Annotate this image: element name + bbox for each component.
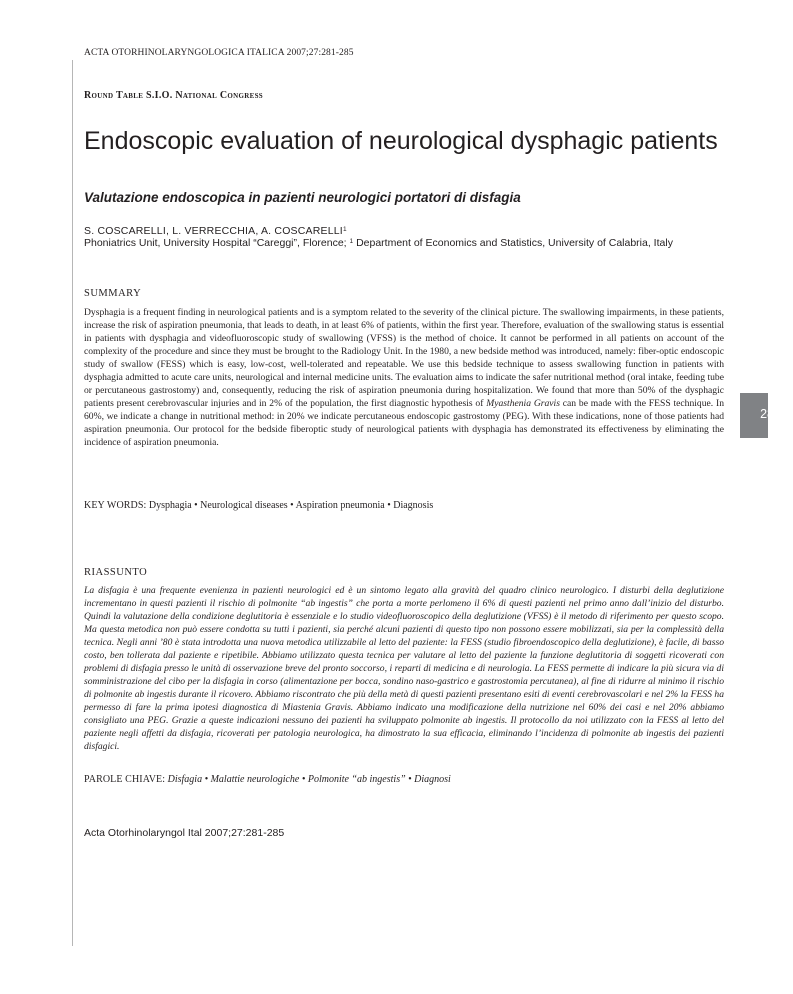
authors-text: S. COSCARELLI, L. VERRECCHIA, A. COSCARELLI: [84, 225, 343, 237]
parole-chiave-values: Disfagia • Malattie neurologiche • Polmonite “ab ingestis” • Diagnosi: [167, 774, 451, 785]
margin-rule: [72, 60, 73, 946]
keywords-label: KEY WORDS:: [84, 500, 147, 511]
summary-text-part1: Dysphagia is a frequent finding in neurological patients and is a symptom related to the severity of the clinical picture. The swallowing impairments, in these patients, increase the risk of aspiration pneumonia, that leads to death, in at least 6% of patients, within the first year. Therefore, evaluation of the swallowing status is essential in patients with dysphagia and videofluoroscopic study of swallowing (VFSS) is the method of choice. It cannot be performed in all patients on account of the complexity of the procedure and since they must be brought to the Radiology Unit. In the 1980, a new bedside method was introduced, namely: fiber-optic endoscopic study of swallow (FESS) which is easy, low-cost, well-tolerated and repeatable. We use this bedside technique to assess swallowing function in patients with dysphagia admitted to acute care units, neurological and internal medicine units. The evaluation aims to indicate the safer nutritional method (oral intake, feeding tube or percutaneous gastrostomy) and, consequently, reducing the risk of aspiration pneumonia during hospitalization. We found that more than 50% of the dysphagic patients present cerebrovascular injuries and in 2% of the population, the first diagnostic hypothesis of: [84, 307, 724, 409]
article-subtitle: Valutazione endoscopica in pazienti neurologici portatori di disfagia: [84, 190, 521, 205]
keywords-values: Dysphagia • Neurological diseases • Aspiration pneumonia • Diagnosis: [148, 500, 434, 511]
summary-heading: SUMMARY: [84, 288, 142, 299]
summary-italic-term: Myasthenia Gravis: [486, 398, 560, 409]
riassunto-text: La disfagia è una frequente evenienza in pazienti neurologici ed è un sintomo legato alla gravità del quadro clinico neurologico. I disturbi della deglutizione incrementano in questi pazienti il rischio di polmonite “ab ingestis” che porta a morte perlomeno il 6% di questi pazienti nel primo anno dall’inizio del disturbo. Quindi la valutazione della condizione deglutitoria è essenziale e lo studio videofluoroscopico della deglutizione (VFSS) è il metodo di riferimento per questo scopo. Ma questa metodica non può essere condotta su tutti i pazienti, sia perché alcuni pazienti di questo tipo non possono essere mobilizzati, sia per la complessità della tecnica. Negli anni ’80 è stata introdotta una nuova metodica utilizzabile al letto del paziente: la FESS (studio fibroendoscopico della deglutizione), è facile, di basso costo, ben tollerata dal paziente e ripetibile. Abbiamo utilizzato questa tecnica per valutare al letto del paziente la funzione deglutitoria di soggetti ricoverati con problemi di disfagia presso le unità di osservazione breve del pronto soccorso, i reparti di medicina e di neurologia. La FESS permette di indicare la più sicura via di somministrazione del cibo per la disfagia in corso (alimentazione per bocca, sondino naso-gastrico e gastrostomia percutanea), al fine di ridurre al minimo il rischio di polmonite ab ingestis durante il ricovero. Abbiamo riscontrato che più della metà di questi pazienti presentano esiti di eventi cerebrovascolari e nel 2% la FESS ha permesso di fare la prima ipotesi diagnostica di Miastenia Gravis. Abbiamo indicato una modificazione della nutrizione nel 60% dei casi e nel 20% abbiamo consigliato una PEG. Grazie a queste indicazioni nessuno dei pazienti ha sviluppato polmonite ab ingestis. Il protocollo da noi utilizzato con la FESS al letto del paziente negli affetti da disfagia, ricoverati per patologia neurologica, ha dimostrato la sua efficacia, eliminando l’incidenza di polmonite ab ingestis dei pazienti disfagici.: [84, 585, 724, 752]
article-title: Endoscopic evaluation of neurological dysphagic patients: [84, 127, 718, 155]
affiliation-superscript: 1: [349, 238, 354, 245]
author-superscript: 1: [342, 226, 347, 233]
affiliations: [84, 235, 724, 250]
page-number-box: [748, 392, 793, 436]
parole-chiave-label: PAROLE CHIAVE:: [84, 774, 166, 785]
summary-text: [84, 306, 724, 449]
affiliation-2: Department of Economics and Statistics, University of Calabria, Italy: [356, 237, 673, 249]
section-label: Round Table S.I.O. National Congress: [84, 90, 263, 101]
riassunto-heading: RIASSUNTO: [84, 567, 148, 578]
affiliation-1: Phoniatrics Unit, University Hospital “Careggi”, Florence;: [84, 237, 347, 249]
citation-footer: Acta Otorhinolaryngol Ital 2007;27:281-285: [84, 827, 285, 839]
summary-text-part2: can be made with the FESS technique. In 60%, we indicate a change in nutritional method: in 20% we indicate percutaneous endoscopic gastrostomy (PEG). With these indications, none of those patients had aspiration pneumonia. Our protocol for the bedside fiberoptic study of neurological patients with dysphagia has demonstrated its effectiveness by eliminating the incidence of aspiration pneumonia.: [84, 398, 724, 448]
page-number: 281: [760, 407, 781, 421]
journal-header: ACTA OTORHINOLARYNGOLOGICA ITALICA 2007;27:281-285: [84, 48, 354, 58]
parole-chiave: [84, 774, 451, 785]
keywords: [84, 500, 433, 511]
